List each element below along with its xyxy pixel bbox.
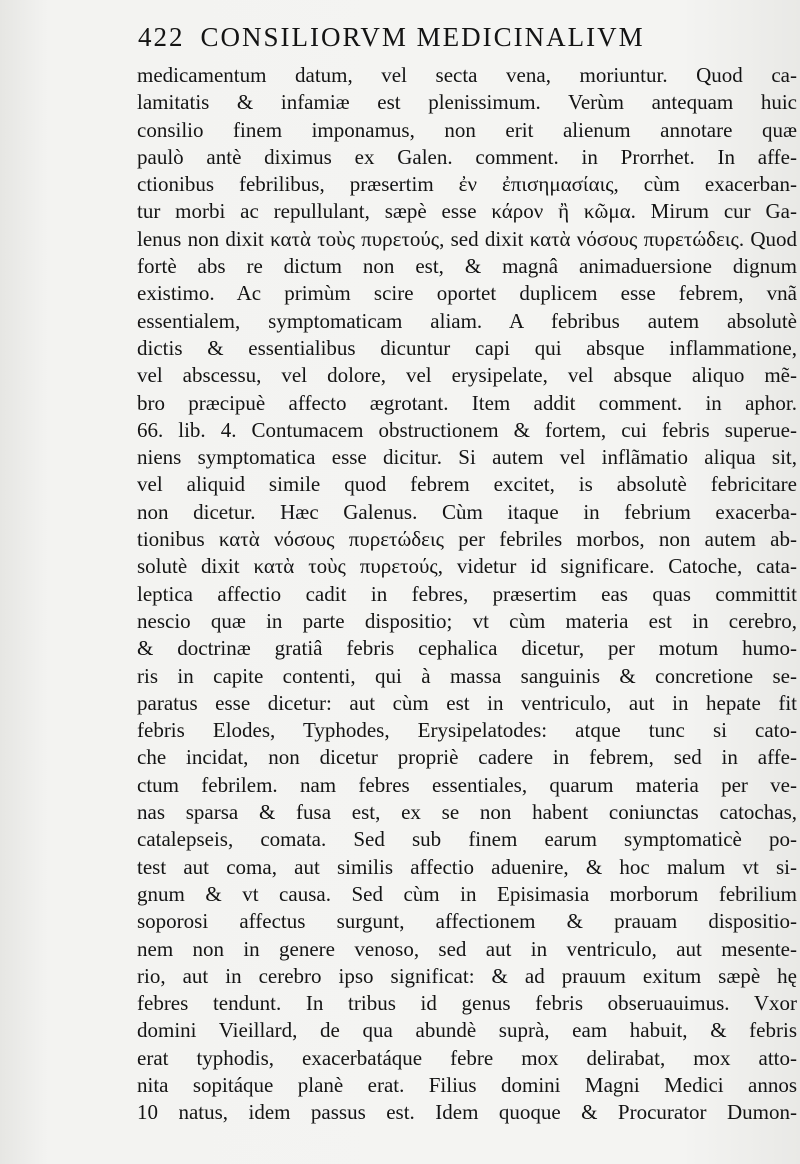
text-line: domini Vieillard, de qua abundè suprà, eam habuit, & febris (137, 1018, 797, 1043)
text-line: vel aliquid simile quod febrem excitet, is absolutè febricitare (137, 472, 797, 497)
text-line: ctum febrilem. nam febres essentiales, quarum materia per ve- (137, 772, 797, 797)
text-line: 66. lib. 4. Contumacem obstructionem & fortem, cui febris superue- (137, 417, 797, 442)
text-line: lamitatis & infamiæ est plenissimum. Verùm antequam huic (137, 90, 797, 115)
body-text (137, 62, 797, 1127)
text-line: leptica affectio cadit in febres, præsertim eas quas committit (137, 581, 797, 606)
text-line: catalepseis, comata. Sed sub finem earum symptomaticè po- (137, 827, 797, 852)
text-line: dictis & essentialibus dicuntur capi qui absque inflammatione, (137, 335, 797, 360)
text-line: paulò antè diximus ex Galen. comment. in Prorrhet. In affe- (137, 144, 797, 169)
text-line: febres tendunt. In tribus id genus febris obseruauimus. Vxor (137, 991, 797, 1016)
text-line: tur morbi ac repullulant, sæpè esse κάρον ἢ κῶμα. Mirum cur Ga- (137, 199, 797, 224)
text-line: lenus non dixit κατὰ τοὺς πυρετούς, sed dixit κατὰ νόσους πυρετώδεις. Quod (137, 226, 797, 251)
text-line: tionibus κατὰ νόσους πυρετώδεις per febriles morbos, non autem ab- (137, 527, 797, 552)
text-line: vel abscessu, vel dolore, vel erysipelate, vel absque aliquo mẽ- (137, 363, 797, 388)
text-line: essentialem, symptomaticam aliam. A febribus autem absolutè (137, 308, 797, 333)
text-line: ris in capite contenti, qui à massa sanguinis & concretione se- (137, 663, 797, 688)
running-title: CONSILIORVM MEDICINALIVM (200, 22, 645, 52)
text-line: 10 natus, idem passus est. Idem quoque & Procurator Dumon- (137, 1100, 797, 1125)
text-line: gnum & vt causa. Sed cùm in Episimasia morborum febrilium (137, 881, 797, 906)
text-line: nescio quæ in parte dispositio; vt cùm materia est in cerebro, (137, 608, 797, 633)
text-line: rio, aut in cerebro ipso significat: & ad prauum exitum sæpè hę (137, 963, 797, 988)
page-header (138, 22, 738, 53)
page-number: 422 (138, 22, 185, 52)
text-line: test aut coma, aut similis affectio aduenire, & hoc malum vt si- (137, 854, 797, 879)
text-line: & doctrinæ gratiâ febris cephalica dicetur, per motum humo- (137, 636, 797, 661)
text-line: consilio finem imponamus, non erit alienum annotare quæ (137, 117, 797, 142)
text-line: nem non in genere venoso, sed aut in ventriculo, aut mesente- (137, 936, 797, 961)
text-line: ctionibus febrilibus, præsertim ἐν ἐπισημασίαις, cùm exacerban- (137, 172, 797, 197)
text-line: solutè dixit κατὰ τοὺς πυρετούς, videtur id significare. Catoche, cata- (137, 554, 797, 579)
text-line: paratus esse dicetur: aut cùm est in ventriculo, aut in hepate fit (137, 690, 797, 715)
text-line: existimo. Ac primùm scire oportet duplicem esse febrem, vnã (137, 281, 797, 306)
text-line: bro præcipuè affecto ægrotant. Item addit comment. in aphor. (137, 390, 797, 415)
text-line: medicamentum datum, vel secta vena, moriuntur. Quod ca- (137, 63, 797, 87)
text-line: nas sparsa & fusa est, ex se non habent coniunctas catochas, (137, 800, 797, 825)
text-line: nita sopitáque planè erat. Filius domini Magni Medici annos (137, 1072, 797, 1097)
text-line: niens symptomatica esse dicitur. Si autem vel inflãmatio aliqua sit, (137, 445, 797, 470)
text-line: non dicetur. Hæc Galenus. Cùm itaque in febrium exacerba- (137, 499, 797, 524)
text-line: soporosi affectus surgunt, affectionem & prauam dispositio- (137, 909, 797, 934)
text-line: erat typhodis, exacerbatáque febre mox delirabat, mox atto- (137, 1045, 797, 1070)
text-line: febris Elodes, Typhodes, Erysipelatodes: atque tunc si cato- (137, 718, 797, 743)
text-line: che incidat, non dicetur propriè cadere in febrem, sed in affe- (137, 745, 797, 770)
text-line: fortè abs re dictum non est, & magnâ animaduersione dignum (137, 254, 797, 279)
